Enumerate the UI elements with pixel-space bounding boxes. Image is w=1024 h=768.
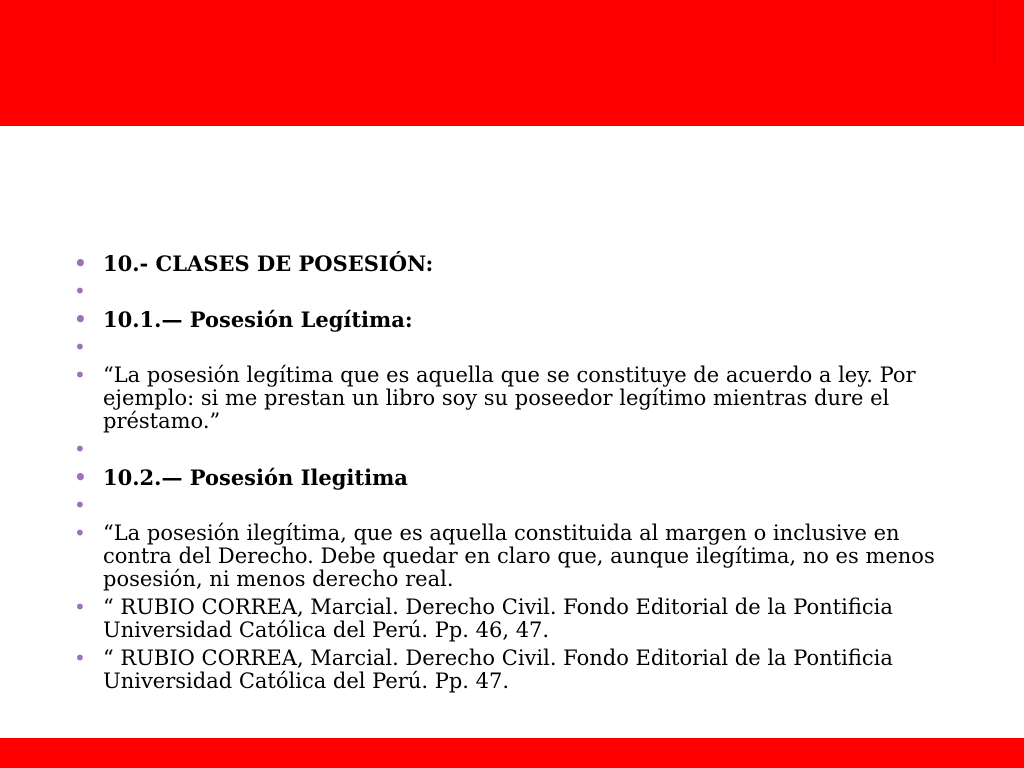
citation-paragraph bbox=[70, 647, 970, 693]
empty-bullet bbox=[70, 280, 970, 303]
bullet-icon: • bbox=[74, 307, 87, 331]
bullet-icon: • bbox=[74, 646, 86, 670]
bullet-icon: • bbox=[74, 363, 86, 387]
bullet-icon: • bbox=[74, 279, 86, 303]
bullet-icon: • bbox=[74, 493, 86, 517]
bullet-text: “ RUBIO CORREA, Marcial. Derecho Civil. Fondo Editorial de la Pontificia Universidad Católica del Perú. Pp. 46, 47. bbox=[103, 595, 893, 642]
section-heading bbox=[70, 252, 970, 275]
bullet-icon: • bbox=[74, 437, 86, 461]
bullet-text: “ RUBIO CORREA, Marcial. Derecho Civil. Fondo Editorial de la Pontificia Universidad Católica del Perú. Pp. 47. bbox=[103, 646, 893, 693]
bullet-icon: • bbox=[74, 521, 86, 545]
quote-paragraph bbox=[70, 522, 970, 591]
slide-bullet-list bbox=[70, 252, 970, 693]
empty-bullet bbox=[70, 438, 970, 461]
bullet-icon: • bbox=[74, 251, 87, 275]
bullet-text: 10.2.— Posesión Ilegitima bbox=[103, 465, 408, 490]
decorative-divider-line bbox=[994, 0, 995, 64]
bottom-red-band bbox=[0, 738, 1024, 768]
empty-bullet bbox=[70, 336, 970, 359]
bullet-text: 10.1.— Posesión Legítima: bbox=[103, 307, 413, 332]
bullet-icon: • bbox=[74, 595, 86, 619]
bullet-text: “La posesión ilegítima, que es aquella constituida al margen o inclusive en contra del Derecho. Debe quedar en claro que, aunque ilegítima, no es menos posesión, ni menos derecho real. bbox=[103, 521, 935, 591]
quote-paragraph bbox=[70, 364, 970, 433]
top-red-band bbox=[0, 0, 1024, 126]
empty-bullet bbox=[70, 494, 970, 517]
subsection-heading bbox=[70, 308, 970, 331]
bullet-icon: • bbox=[74, 335, 86, 359]
bullet-text: 10.- CLASES DE POSESIÓN: bbox=[103, 251, 434, 276]
citation-paragraph bbox=[70, 596, 970, 642]
bullet-text: “La posesión legítima que es aquella que se constituye de acuerdo a ley. Por ejemplo: si me prestan un libro soy su poseedor legítimo mientras dure el préstamo.” bbox=[103, 363, 916, 433]
subsection-heading bbox=[70, 466, 970, 489]
bullet-icon: • bbox=[74, 465, 87, 489]
